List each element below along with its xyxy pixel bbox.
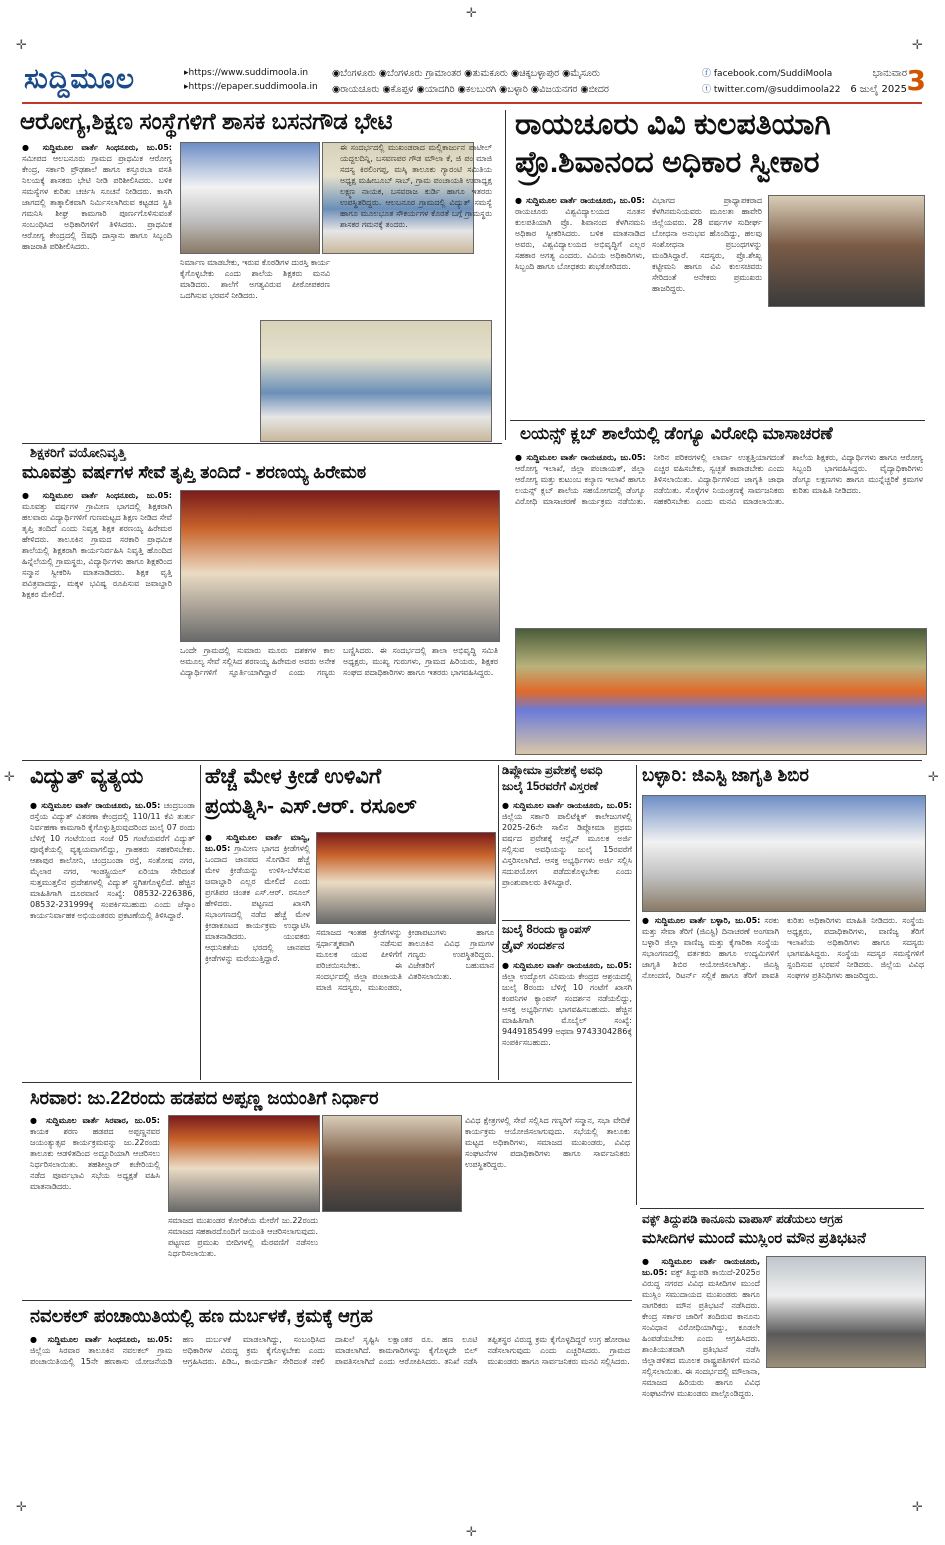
issue-date-text: 6 ಜುಲೈ 2025	[850, 84, 907, 95]
byline-a6: ● ಸುದ್ದಿಮೂಲ ವಾರ್ತೆ ಮಾನ್ವಿ, ಜು.05:	[205, 833, 310, 853]
byline-a2: ● ಸುದ್ದಿಮೂಲ ವಾರ್ತೆ ರಾಯಚೂರು, ಜು.05:	[515, 196, 645, 205]
article-a2-col1	[515, 195, 645, 425]
headline-a4[interactable]: ಮೂವತ್ತು ವರ್ಷಗಳ ಸೇವೆ ತೃಪ್ತಿ ತಂದಿದೆ - ಶರಣಯ್ಯ ಹಿರೇಮಠ	[22, 462, 367, 482]
globe-icon: ▸	[184, 82, 189, 92]
cities-row-1: ◉ಬೆಂಗಳೂರು ◉ಬೆಂಗಳೂರು ಗ್ರಾಮಾಂತರ ◉ತುಮಕೂರು ◉ಚಿಕ್ಕಬಳ್ಳಾಪುರ ◉ಮೈಸೂರು	[332, 68, 600, 79]
article-a10-col1	[30, 1115, 160, 1295]
article-a4-text1: ಮೂವತ್ತು ವರ್ಷಗಳ ಗ್ರಾಮೀಣ ಭಾಗದಲ್ಲಿ ಶಿಕ್ಷಕರಾಗಿ ಹಲವಾರು ವಿದ್ಯಾರ್ಥಿಗಳಿಗೆ ಗುಣಮಟ್ಟದ ಶಿಕ್ಷಣ ನೀಡಿದ ಸೇವೆ ತೃಪ್ತಿ ತಂದಿದೆ ಎಂದು ನಿವೃತ್ತ ಶಿಕ್ಷಕ ಶರಣಯ್ಯ ಹಿರೇಮಠ ಹೇಳಿದರು. ತಾಲೂಕಿನ ಗ್ರಾಮದ ಸರಕಾರಿ ಪ್ರಾಥಮಿಕ ಶಾಲೆಯಲ್ಲಿ ಶಿಕ್ಷಕರಾಗಿ ಕಾರ್ಯನಿರ್ವಹಿಸಿ ನಿವೃತ್ತಿ ಹೊಂದಿದ ಹಿನ್ನೆಲೆಯಲ್ಲಿ ಗ್ರಾಮಸ್ಥರು, ವಿದ್ಯಾರ್ಥಿಗಳು ಹಾಗೂ ಶಿಕ್ಷಕರಿಂದ ಸನ್ಮಾನ ಸ್ವೀಕರಿಸಿ ಮಾತನಾಡಿದರು. ಶಿಕ್ಷಕ ವೃತ್ತಿ ಪವಿತ್ರವಾದದ್ದು, ಮಕ್ಕಳ ಭವಿಷ್ಯ ರೂಪಿಸುವ ಜವಾಬ್ದಾರಿ ಶಿಕ್ಷಕರ ಮೇಲಿದೆ.	[22, 502, 172, 599]
issue-date	[832, 66, 907, 98]
registration-mark-top-left: ✛	[16, 38, 27, 53]
headline-a9[interactable]: ಬಳ್ಳಾರಿ: ಜಿಎಸ್ಟಿ ಜಾಗೃತಿ ಶಿಬಿರ	[642, 765, 809, 785]
issue-day: ಭಾನುವಾರ	[872, 68, 907, 79]
article-a4-col2	[180, 645, 498, 755]
article-a2-text2: ವಿಭಾಗದ ಪ್ರಾಧ್ಯಾಪಕರಾದ ಕೆಳಗಿನಮನಿಯವರು ಮೂಲತಃ ಹಾವೇರಿ ಜಿಲ್ಲೆಯವರು. 28 ವರ್ಷಗಳ ಸುದೀರ್ಘ ಬೋಧನಾ ಅನುಭವ ಹೊಂದಿದ್ದು, ಹಲವು ಸಂಶೋಧನಾ ಪ್ರಬಂಧಗಳನ್ನು ಮಂಡಿಸಿದ್ದಾರೆ. ಸದಸ್ಯರು, ಪ್ರೊ.ಶೇಖ್ಬ ಕಟ್ಟೀಮನಿ ಹಾಗೂ ವಿವಿ ಕುಲಸಚಿವರು ಸೇರಿದಂತೆ ಅನೇಕರು ಪ್ರಮುಖರು ಹಾಜರಿದ್ದರು.	[652, 196, 762, 293]
facebook-link[interactable]: ⓕ facebook.com/SuddiMoola	[702, 69, 833, 79]
photo-official	[322, 1115, 462, 1212]
headline-a10[interactable]: ಸಿರವಾರ: ಜು.22ರಂದು ಹಡಪದ ಅಪ್ಪಣ್ಣ ಜಯಂತಿಗೆ ನಿರ್ಧಾರ	[30, 1088, 379, 1108]
photo-sports-event	[316, 832, 496, 924]
section-divider-3	[22, 760, 922, 761]
byline-a4: ● ಸುದ್ದಿಮೂಲ ವಾರ್ತೆ ಸಿಂಧನೂರು, ಜು.05:	[22, 491, 172, 500]
globe-icon: ▸	[184, 68, 189, 78]
article-a2-text1: ರಾಯಚೂರು ವಿಶ್ವವಿದ್ಯಾಲಯದ ನೂತನ ಕುಲಪತಿಯಾಗಿ ಪ್ರೊ. ಶಿವಾನಂದ ಕೆಳಗಿನಮನಿ ಅಧಿಕಾರ ಸ್ವೀಕರಿಸಿದರು. ಬಳಿಕ ಮಾತನಾಡಿದ ಅವರು, ವಿಶ್ವವಿದ್ಯಾಲಯದ ಅಭಿವೃದ್ಧಿಗೆ ಎಲ್ಲರ ಸಹಕಾರ ಅಗತ್ಯ ಎಂದರು. ವಿವಿಯ ಅಧಿಕಾರಿಗಳು, ಸಿಬ್ಬಂದಿ ಹಾಗೂ ಬೋಧಕರು ಶುಭಕೋರಿದರು.	[515, 207, 645, 271]
headline-a2-line2[interactable]: ಪ್ರೊ.ಶಿವಾನಂದ ಅಧಿಕಾರ ಸ್ವೀಕಾರ	[515, 146, 820, 179]
registration-mark-bottom-center: ✛	[466, 1525, 477, 1540]
page-number: 3	[906, 64, 926, 97]
article-a8-text: ಜಿಲ್ಲಾ ಉದ್ಯೋಗ ವಿನಿಮಯ ಕೇಂದ್ರದ ಆಶ್ರಯದಲ್ಲಿ ಜುಲೈ 8ರಂದು ಬೆಳಿಗ್ಗೆ 10 ಗಂಟೆಗೆ ಖಾಸಗಿ ಕಂಪನಿಗಳ ಕ್ಯಾಂಪಸ್ ಸಂದರ್ಶನ ನಡೆಯಲಿದ್ದು, ಆಸಕ್ತ ಅಭ್ಯರ್ಥಿಗಳು ಭಾಗವಹಿಸಬಹುದು. ಹೆಚ್ಚಿನ ಮಾಹಿತಿಗಾಗಿ ಮೊಬೈಲ್ ಸಂಖ್ಯೆ: 9449185499 ಅಥವಾ 9743304286ಕ್ಕೆ ಸಂಪರ್ಕಿಸಬಹುದು.	[502, 972, 632, 1047]
byline-a12: ● ಸುದ್ದಿಮೂಲ ವಾರ್ತೆ ಸಿಂಧನೂರು, ಜು.05:	[30, 1335, 173, 1344]
section-divider-2	[22, 443, 502, 444]
article-a1-text3: ನಿರ್ಮಾಣ ಮಾಡಬೇಕು, ಇರುವ ಕೊಠಡಿಗಳ ದುರಸ್ತಿ ಕಾರ್ಯ ಕೈಗೊಳ್ಳಬೇಕು ಎಂದು ಶಾಲೆಯ ಶಿಕ್ಷಕರು ಮನವಿ ಮಾಡಿದರು. ಶಾಲೆಗೆ ಅಗತ್ಯವಿರುವ ಪೀಠೋಪಕರಣ ಒದಗಿಸುವ ಭರವಸೆ ನೀಡಿದರು.	[180, 258, 330, 300]
article-a8	[502, 960, 632, 1078]
headline-a2-line1[interactable]: ರಾಯಚೂರು ವಿವಿ ಕುಲಪತಿಯಾಗಿ	[515, 108, 831, 141]
article-a6-col1	[205, 832, 310, 1077]
byline-a1: ● ಸುದ್ದಿಮೂಲ ವಾರ್ತೆ ಸಿಂಧನೂರು, ಜು.05:	[22, 143, 172, 152]
headline-a1[interactable]: ಆರೋಗ್ಯ,ಶಿಕ್ಷಣ ಸಂಸ್ಥೆಗಳಿಗೆ ಶಾಸಕ ಬಸನಗೌಡ ಭೇಟಿ	[20, 108, 393, 134]
byline-a7: ● ಸುದ್ದಿಮೂಲ ವಾರ್ತೆ ರಾಯಚೂರು, ಜು.05:	[502, 801, 632, 810]
registration-mark-mid-right: ✛	[928, 770, 939, 785]
column-divider-2	[200, 765, 201, 1080]
article-a3-text: ಆರೋಗ್ಯ ಇಲಾಖೆ, ಜಿಲ್ಲಾ ಪಂಚಾಯತ್, ಜಿಲ್ಲಾ ಆರೋಗ್ಯ ಮತ್ತು ಕುಟುಂಬ ಕಲ್ಯಾಣ ಇಲಾಖೆ ಹಾಗೂ ಲಯನ್ಸ್ ಕ್ಲಬ್ ಶಾಲೆಯ ಸಹಯೋಗದಲ್ಲಿ ಡೆಂಗ್ಯೂ ವಿರೋಧಿ ಮಾಸಾಚರಣೆ ಕಾರ್ಯಕ್ರಮ ನಡೆಯಿತು. ನೀರಿನ ಪರಿಕರಗಳಲ್ಲಿ ಲಾರ್ವಾ ಉತ್ಪತ್ತಿಯಾಗದಂತೆ ಎಚ್ಚರ ವಹಿಸಬೇಕು, ಸ್ವಚ್ಛತೆ ಕಾಪಾಡಬೇಕು ಎಂದು ತಿಳಿಸಲಾಯಿತು. ವಿದ್ಯಾರ್ಥಿಗಳಿಂದ ಜಾಗೃತಿ ಜಾಥಾ ನಡೆಯಿತು. ಸೊಳ್ಳೆಗಳ ನಿಯಂತ್ರಣಕ್ಕೆ ಸಾರ್ವಜನಿಕರು ಸಹಕರಿಸಬೇಕು ಎಂದು ಮನವಿ ಮಾಡಲಾಯಿತು. ಶಾಲೆಯ ಶಿಕ್ಷಕರು, ವಿದ್ಯಾರ್ಥಿಗಳು ಹಾಗೂ ಆರೋಗ್ಯ ಸಿಬ್ಬಂದಿ ಭಾಗವಹಿಸಿದ್ದರು. ವೈದ್ಯಾಧಿಕಾರಿಗಳು ಡೆಂಗ್ಯೂ ಲಕ್ಷಣಗಳು ಹಾಗೂ ಮುನ್ನೆಚ್ಚರಿಕೆ ಕ್ರಮಗಳ ಕುರಿತು ಮಾಹಿತಿ ನೀಡಿದರು.	[515, 453, 923, 506]
headline-a7-line2[interactable]: ಜುಲೈ 15ರವರೆಗೆ ವಿಸ್ತರಣೆ	[502, 781, 599, 793]
article-a1-text1: ಸಮೀಪದ ಆಲಬನೂರು ಗ್ರಾಮದ ಪ್ರಾಥಮಿಕ ಆರೋಗ್ಯ ಕೇಂದ್ರ, ಸರ್ಕಾರಿ ಪ್ರೌಢಶಾಲೆ ಹಾಗೂ ಕಸ್ತೂರಬಾ ವಸತಿ ನಿಲಯಕ್ಕೆ ಶಾಸಕರು ಭೇಟಿ ನೀಡಿ ಪರಿಶೀಲಿಸಿದರು. ಬಳಿಕ ಸಮಸ್ಯೆಗಳ ಕುರಿತು ಚರ್ಚಿಸಿ ಸೂಚನೆ ನೀಡಿದರು. ಕಾಸಗಿ ಜಾಗದಲ್ಲಿ ತಾತ್ಕಾಲಿಕವಾಗಿ ನಿರ್ಮಿಸಲಾಗಿರುವ ಕಟ್ಟಡದ ಸ್ಥಿತಿ ಗಮನಿಸಿ ಶೀಘ್ರ ಕಾಮಗಾರಿ ಪೂರ್ಣಗೊಳಿಸುವಂತೆ ಸಂಬಂಧಿಸಿದ ಅಧಿಕಾರಿಗಳಿಗೆ ತಿಳಿಸಿದರು. ಪ್ರಾಥಮಿಕ ಆರೋಗ್ಯ ಕೇಂದ್ರದಲ್ಲಿ ಔಷಧಿ ದಾಸ್ತಾನು ಹಾಗೂ ಸಿಬ್ಬಂದಿ ಹಾಜರಾತಿ ಪರಿಶೀಲಿಸಿದರು.	[22, 154, 172, 251]
section-divider-5	[22, 1082, 632, 1083]
byline-a9: ● ಸುದ್ದಿಮೂಲ ವಾರ್ತೆ ಬಳ್ಳಾರಿ, ಜು.05:	[642, 916, 761, 925]
photo-gst-awareness-camp	[642, 795, 926, 912]
headline-a12[interactable]: ನವಲಕಲ್ ಪಂಚಾಯಿತಿಯಲ್ಲಿ ಹಣ ದುರ್ಬಳಕೆ, ಕ್ರಮಕ್ಕೆ ಆಗ್ರಹ	[30, 1306, 373, 1326]
article-a6-col2	[316, 927, 494, 1077]
section-divider-6	[22, 1300, 632, 1301]
column-divider-4	[636, 765, 637, 1205]
article-a4-text2: ಒಂದೇ ಗ್ರಾಮದಲ್ಲಿ ಸುಮಾರು ಮೂರು ದಶಕಗಳ ಕಾಲ ಅಮೂಲ್ಯ ಸೇವೆ ಸಲ್ಲಿಸಿದ ಶರಣಯ್ಯ ಹಿರೇಮಠ ಅವರು ಅನೇಕ ವಿದ್ಯಾರ್ಥಿಗಳಿಗೆ ಸ್ಫೂರ್ತಿಯಾಗಿದ್ದಾರೆ ಎಂದು ಗಣ್ಯರು ಬಣ್ಣಿಸಿದರು. ಈ ಸಂದರ್ಭದಲ್ಲಿ ಶಾಲಾ ಅಭಿವೃದ್ಧಿ ಸಮಿತಿ ಅಧ್ಯಕ್ಷರು, ಮುಖ್ಯ ಗುರುಗಳು, ಗ್ರಾಮದ ಹಿರಿಯರು, ಶಿಕ್ಷಕರ ಸಂಘದ ಪದಾಧಿಕಾರಿಗಳು ಹಾಗೂ ಇತರರು ಭಾಗವಹಿಸಿದ್ದರು.	[180, 646, 498, 677]
section-divider-1	[510, 420, 925, 421]
headline-a6-line2[interactable]: ಪ್ರಯತ್ನಿಸಿ- ಎಸ್.ಆರ್. ರಸೂಲ್	[205, 795, 417, 818]
photo-dengue-awareness-rally	[515, 628, 927, 755]
newspaper-logo[interactable]: ಸುದ್ದಿಮೂಲ	[24, 62, 136, 95]
headline-a5[interactable]: ವಿದ್ಯುತ್ ವ್ಯತ್ಯಯ	[30, 765, 144, 788]
twitter-icon: ⓣ	[702, 85, 712, 95]
byline-a5: ● ಸುದ್ದಿಮೂಲ ವಾರ್ತೆ ರಾಯಚೂರು, ಜು.05:	[30, 801, 161, 810]
epaper-link[interactable]: ▸https://epaper.suddimoola.in	[184, 82, 318, 92]
article-a7	[502, 800, 632, 915]
section-divider-4	[502, 920, 630, 921]
byline-a8: ● ಸುದ್ದಿಮೂಲ ವಾರ್ತೆ ರಾಯಚೂರು, ಜು.05:	[502, 961, 632, 970]
article-a9	[642, 915, 924, 1205]
registration-mark-top-right: ✛	[912, 38, 923, 53]
photo-jayanti-meeting	[168, 1115, 320, 1212]
article-a6-text2: ಸಮಾಜದ ಇಂತಹ ಕ್ರೀಡೆಗಳನ್ನು ಸ್ಪರ್ಧಾತ್ಮಕವಾಗಿ ನಡೆಸುವ ಮೂಲಕ ಯುವ ಪೀಳಿಗೆಗೆ ಪರಿಚಯಿಸಬೇಕು. ಈ ಸಂದರ್ಭದಲ್ಲಿ ಜಿಲ್ಲಾ ಪಂಚಾಯತಿ ಮಾಜಿ ಸದಸ್ಯರು, ಮುಖಂಡರು, ಕ್ರೀಡಾಪಟುಗಳು ಹಾಗೂ ತಾಲೂಕಿನ ವಿವಿಧ ಗ್ರಾಮಗಳ ಗಣ್ಯರು ಉಪಸ್ಥಿತರಿದ್ದರು. ವಿಜೇತರಿಗೆ ಬಹುಮಾನ ವಿತರಿಸಲಾಯಿತು.	[316, 928, 494, 992]
article-a7-text: ಜಿಲ್ಲೆಯ ಸರ್ಕಾರಿ ಪಾಲಿಟೆಕ್ನಿಕ್ ಕಾಲೇಜುಗಳಲ್ಲಿ 2025-26ನೇ ಸಾಲಿನ ಡಿಪ್ಲೋಮಾ ಪ್ರಥಮ ವರ್ಷದ ಪ್ರವೇಶಕ್ಕೆ ಆನ್ಲೈನ್ ಮೂಲಕ ಅರ್ಜಿ ಸಲ್ಲಿಸುವ ಅವಧಿಯನ್ನು ಜುಲೈ 15ರವರೆಗೆ ವಿಸ್ತರಿಸಲಾಗಿದೆ. ಆಸಕ್ತ ಅಭ್ಯರ್ಥಿಗಳು ಅರ್ಜಿ ಸಲ್ಲಿಸಿ ಸದುಪಯೋಗ ಪಡೆದುಕೊಳ್ಳಬೇಕು ಎಂದು ಪ್ರಾಂಶುಪಾಲರು ತಿಳಿಸಿದ್ದಾರೆ.	[502, 812, 632, 887]
article-a4-col1	[22, 490, 172, 755]
photo-vice-chancellor-felicitation	[768, 195, 925, 307]
registration-mark-bottom-right: ✛	[912, 1500, 923, 1515]
kicker-a4: ಶಿಕ್ಷಕರಿಗೆ ವಯೋನಿವೃತ್ತಿ	[30, 446, 126, 461]
headline-a3[interactable]: ಲಯನ್ಸ್ ಕ್ಲಬ್ ಶಾಲೆಯಲ್ಲಿ ಡೆಂಗ್ಯೂ ವಿರೋಧಿ ಮಾಸಾಚರಣೆ	[520, 424, 833, 443]
photo-silent-protest	[766, 1256, 926, 1368]
article-a9-text: ಸರಕು ಮತ್ತು ಸೇವಾ ತೆರಿಗೆ (ಜಿಎಸ್ಟಿ) ದಿನಾಚರಣೆ ಅಂಗವಾಗಿ ಬಳ್ಳಾರಿ ಜಿಲ್ಲಾ ವಾಣಿಜ್ಯ ಮತ್ತು ಕೈಗಾರಿಕಾ ಸಂಸ್ಥೆಯ ಸಭಾಂಗಣದಲ್ಲಿ ವರ್ತಕರು ಹಾಗೂ ಉದ್ಯಮಿಗಳಿಗೆ ಜಾಗೃತಿ ಶಿಬಿರ ಆಯೋಜಿಸಲಾಗಿತ್ತು. ಜಿಎಸ್ಟಿ ನೋಂದಣಿ, ರಿಟರ್ನ್ ಸಲ್ಲಿಕೆ ಹಾಗೂ ತೆರಿಗೆ ಪಾವತಿ ಕುರಿತು ಅಧಿಕಾರಿಗಳು ಮಾಹಿತಿ ನೀಡಿದರು. ಸಂಸ್ಥೆಯ ಅಧ್ಯಕ್ಷರು, ಪದಾಧಿಕಾರಿಗಳು, ವಾಣಿಜ್ಯ ತೆರಿಗೆ ಇಲಾಖೆಯ ಅಧಿಕಾರಿಗಳು ಹಾಗೂ ಸದಸ್ಯರು ಭಾಗವಹಿಸಿದ್ದರು. ಸಂಸ್ಥೆಯ ಸದಸ್ಯರ ಸಮಸ್ಯೆಗಳಿಗೆ ಸ್ಪಂದಿಸುವ ಭರವಸೆ ನೀಡಿದರು. ಜಿಲ್ಲೆಯ ವಿವಿಧ ಸಂಘಗಳ ಪ್ರತಿನಿಧಿಗಳು ಹಾಜರಿದ್ದರು.	[642, 916, 924, 980]
article-a10-text3: ವಿವಿಧ ಕ್ಷೇತ್ರಗಳಲ್ಲಿ ಸೇವೆ ಸಲ್ಲಿಸಿದ ಗಣ್ಯರಿಗೆ ಸನ್ಮಾನ, ಸಭಾ ವೇದಿಕೆ ಕಾರ್ಯಕ್ರಮ ಆಯೋಜಿಸಲಾಗುವುದು. ಸಭೆಯಲ್ಲಿ ತಾಲೂಕು ಮಟ್ಟದ ಅಧಿಕಾರಿಗಳು, ಸಮಾಜದ ಮುಖಂಡರು, ವಿವಿಧ ಸಂಘಟನೆಗಳ ಪದಾಧಿಕಾರಿಗಳು ಹಾಗೂ ಸಾರ್ವಜನಿಕರು ಉಪಸ್ಥಿತರಿದ್ದರು.	[465, 1116, 630, 1169]
headline-a8-line1[interactable]: ಜುಲೈ 8ರಂದು ಕ್ಯಾಂಪಸ್	[502, 924, 592, 936]
headline-a6-line1[interactable]: ಹೆಚ್ಚೆ ಮೇಳ ಕ್ರೀಡೆ ಉಳಿವಿಗೆ	[205, 765, 382, 788]
article-a11-text: ವಕ್ಫ್ ತಿದ್ದುಪಡಿ ಕಾಯಿದೆ-2025ರ ವಿರುದ್ಧ ನಗರದ ವಿವಿಧ ಮಸೀದಿಗಳ ಮುಂದೆ ಮುಸ್ಲಿಂ ಸಮುದಾಯದ ಮುಖಂಡರು ಹಾಗೂ ನಾಗರಿಕರು ಮೌನ ಪ್ರತಿಭಟನೆ ನಡೆಸಿದರು. ಕೇಂದ್ರ ಸರ್ಕಾರ ಜಾರಿಗೆ ತಂದಿರುವ ಕಾನೂನು ಸಂವಿಧಾನ ವಿರೋಧಿಯಾಗಿದ್ದು, ಕೂಡಲೇ ಹಿಂಪಡೆಯಬೇಕು ಎಂದು ಆಗ್ರಹಿಸಿದರು. ಶಾಂತಿಯುತವಾಗಿ ಪ್ರತಿಭಟನೆ ನಡೆಸಿ ಜಿಲ್ಲಾಡಳಿತದ ಮೂಲಕ ರಾಷ್ಟ್ರಪತಿಗಳಿಗೆ ಮನವಿ ಸಲ್ಲಿಸಲಾಯಿತು. ಈ ಸಂದರ್ಭದಲ್ಲಿ ಮೌಲಾನಾ, ಸಮಾಜದ ಹಿರಿಯರು ಹಾಗೂ ವಿವಿಧ ಸಂಘಟನೆಗಳ ಮುಖಂಡರು ಪಾಲ್ಗೊಂಡಿದ್ದರು.	[642, 1268, 760, 1398]
twitter-link[interactable]: ⓣ twitter.com/@suddimoola22	[702, 85, 841, 95]
headline-a11-line1[interactable]: ವಕ್ಫ್ ತಿದ್ದುಪಡಿ ಕಾನೂನು ವಾಪಾಸ್ ಪಡೆಯಲು ಆಗ್ರಹ	[642, 1212, 843, 1226]
website-link[interactable]: ▸https://www.suddimoola.in	[184, 68, 309, 78]
article-a5	[30, 800, 195, 1078]
article-a1-text2: ಈ ಸಂದರ್ಭದಲ್ಲಿ ಮುಖಂಡರಾದ ಮಲ್ಲಿಕಾರ್ಜುನ ಪಾಟೀಲ್ ಯದ್ದಲದಿನ್ನಿ, ಬಸವಣಪರ ಗೌಡ ಮೌಲಾ ಕೆ, ಜಿ ಪಂ ಮಾಜಿ ಸದಸ್ಯ ಕಿರಲಿಂಗಪ್ಪ, ಮಸ್ಕಿ ತಾಲೂಕು ಗ್ಯಾರಂಟಿ ಸಮಿತಿಯ ಅಧ್ಯಕ್ಷ ಮಹೀಬೂಬ್ ಸಾಬ್, ಗ್ರಾಮ ಪಂಚಾಯತಿ ಉಪಾಧ್ಯಕ್ಷ ಲಕ್ಷ್ಮಣ ನಾಯಕ, ಬಸವರಾಜ ಕುರ್ಡಿ ಹಾಗೂ ಇತರರು ಉಪಸ್ಥಿತರಿದ್ದರು. ಆಲಬನೂರ ಗ್ರಾಮದಲ್ಲಿ ವಿದ್ಯುತ್ ಸಮಸ್ಯೆ ಹಾಗೂ ಮೂಲಭೂತ ಸೌಕರ್ಯಗಳ ಕೊರತೆ ಬಗ್ಗೆ ಗ್ರಾಮಸ್ಥರು ಶಾಸಕರ ಗಮನಕ್ಕೆ ತಂದರು.	[340, 143, 492, 229]
headline-a7-line1[interactable]: ಡಿಪ್ಲೋಮಾ ಪ್ರವೇಶಕ್ಕೆ ಅವಧಿ	[502, 765, 603, 777]
byline-a11: ● ಸುದ್ದಿಮೂಲ ವಾರ್ತೆ ರಾಯಚೂರು, ಜು.05:	[642, 1257, 760, 1277]
headline-a11-line2[interactable]: ಮಸೀದಿಗಳ ಮುಂದೆ ಮುಸ್ಲಿಂರ ಮೌನ ಪ್ರತಿಭಟನೆ	[642, 1230, 866, 1247]
byline-a10: ● ಸುದ್ದಿಮೂಲ ವಾರ್ತೆ ಸಿರವಾರ, ಜು.05:	[30, 1116, 160, 1125]
masthead-links	[184, 66, 318, 94]
column-divider-3	[498, 765, 499, 1080]
article-a6-text1: ಗ್ರಾಮೀಣ ಭಾಗದ ಕ್ರೀಡೆಗಳಲ್ಲಿ ಒಂದಾದ ಜಾನಪದ ಸೊಗಡಿನ ಹೆಚ್ಚೆ ಮೇಳ ಕ್ರೀಡೆಯನ್ನು ಉಳಿಸಿ-ಬೆಳೆಸುವ ಜವಾಬ್ದಾರಿ ಎಲ್ಲರ ಮೇಲಿದೆ ಎಂದು ಪ್ರಗತಿಪರ ಚಿಂತಕ ಎಸ್.ಆರ್. ರಸೂಲ್ ಹೇಳಿದರು. ಪಟ್ಟಣದ ಖಾಸಗಿ ಸಭಾಂಗಣದಲ್ಲಿ ನಡೆದ ಹೆಚ್ಚೆ ಮೇಳ ಕ್ರೀಡಾಕೂಟದ ಕಾರ್ಯಕ್ರಮ ಉದ್ಘಾಟಿಸಿ ಮಾತನಾಡಿದರು. ಯುವಕರು ಆಧುನಿಕತೆಯ ಭರದಲ್ಲಿ ಜಾನಪದ ಕ್ರೀಡೆಗಳನ್ನು ಮರೆಯುತ್ತಿದ್ದಾರೆ.	[205, 844, 310, 963]
photo-students-classroom	[260, 320, 492, 442]
social-links	[702, 66, 840, 98]
article-a10-col2	[168, 1215, 318, 1295]
section-divider-7	[640, 1208, 924, 1209]
facebook-icon: ⓕ	[702, 69, 712, 79]
article-a11-col1	[642, 1256, 760, 1494]
article-a10-text2: ಸಮಾಜದ ಮುಖಂಡರ ಕೋರಿಕೆಯ ಮೇರೆಗೆ ಜು.22ರಂದು ಸಮಾಜದ ಸಹಕಾರದೊಂದಿಗೆ ಜಯಂತಿ ಆಚರಿಸಲಾಗುವುದು. ಪಟ್ಟಣದ ಪ್ರಮುಖ ಬೀದಿಗಳಲ್ಲಿ ಮೆರವಣಿಗೆ ನಡೆಸಲು ನಿರ್ಧರಿಸಲಾಯಿತು.	[168, 1216, 318, 1258]
registration-mark-mid-left: ✛	[4, 770, 15, 785]
article-a1-col3	[340, 142, 492, 314]
edition-cities	[332, 66, 702, 98]
column-divider-1	[505, 110, 506, 440]
article-a1-col1	[22, 142, 172, 437]
article-a10-col3	[465, 1115, 630, 1295]
registration-mark-bottom-left: ✛	[16, 1500, 27, 1515]
article-a12	[30, 1334, 630, 1494]
registration-mark-top-center: ✛	[466, 6, 477, 21]
byline-a3: ● ಸುದ್ದಿಮೂಲ ವಾರ್ತೆ ರಾಯಚೂರು, ಜು.05:	[515, 453, 646, 462]
article-a5-text: ಚಂದ್ರಬಂಡಾ ರಸ್ತೆಯ ವಿದ್ಯುತ್ ವಿತರಣಾ ಕೇಂದ್ರದಲ್ಲಿ 110/11 ಕೆವಿ ತುರ್ತು ನಿರ್ವಹಣಾ ಕಾಮಗಾರಿ ಕೈಗೊಳ್ಳುತ್ತಿರುವುದರಿಂದ ಜುಲೈ 07 ರಂದು ಬೆಳಿಗ್ಗೆ 10 ಗಂಟೆಯಿಂದ ಸಂಜೆ 05 ಗಂಟೆಯವರೆಗೆ ವಿದ್ಯುತ್ ಪೂರೈಕೆಯಲ್ಲಿ ವ್ಯತ್ಯಯವಾಗಲಿದ್ದು, ಗ್ರಾಹಕರು ಸಹಕರಿಸಬೇಕು. ಆಶಾಪುರ ಕಾಲೋನಿ, ಚಂದ್ರಬಂಡಾ ರಸ್ತೆ, ಸಂತೋಷ ನಗರ, ಮೈಲಾರ ನಗರ, ಇಂಡಸ್ಟ್ರಿಯಲ್ ಏರಿಯಾ ಸೇರಿದಂತೆ ಸುತ್ತಮುತ್ತಲಿನ ಪ್ರದೇಶಗಳಲ್ಲಿ ವಿದ್ಯುತ್ ಸ್ಥಗಿತಗೊಳ್ಳಲಿದೆ. ಹೆಚ್ಚಿನ ಮಾಹಿತಿಗಾಗಿ ದೂರವಾಣಿ ಸಂಖ್ಯೆ: 08532-226386, 08532-231999ಕ್ಕೆ ಸಂಪರ್ಕಿಸಬಹುದು ಎಂದು ಜೆಸ್ಕಾಂ ಕಾರ್ಯನಿರ್ವಾಹಕ ಅಭಿಯಂತರರು ಪ್ರಕಟಣೆಯಲ್ಲಿ ತಿಳಿಸಿದ್ದಾರೆ.	[30, 801, 195, 920]
masthead	[22, 62, 926, 104]
article-a2-col2	[652, 195, 762, 425]
cities-row-2: ◉ರಾಯಚೂರು ◉ಕೊಪ್ಪಳ ◉ಯಾದಗಿರಿ ◉ಕಲಬುರಗಿ ◉ಬಳ್ಳಾರಿ ◉ವಿಜಯನಗರ ◉ಬೀದರ	[332, 84, 609, 95]
photo-teacher-retirement-felicitation	[180, 490, 500, 642]
photo-health-centre-visit	[180, 142, 320, 254]
article-a10-text1: ಕಾಯಕ ಶರಣ ಹಡಪದ ಅಪ್ಪಣ್ಣನವರ ಜಯಂತ್ಯುತ್ಸವ ಕಾರ್ಯಕ್ರಮವನ್ನು ಜು.22ರಂದು ತಾಲೂಕು ಆಡಳಿತದಿಂದ ಅದ್ದೂರಿಯಾಗಿ ಆಚರಿಸಲು ನಿರ್ಧರಿಸಲಾಯಿತು. ತಹಶೀಲ್ದಾರ್ ಕಚೇರಿಯಲ್ಲಿ ನಡೆದ ಪೂರ್ವಭಾವಿ ಸಭೆಯ ಅಧ್ಯಕ್ಷತೆ ವಹಿಸಿ ಮಾತನಾಡಿದರು.	[30, 1127, 160, 1191]
article-a12-text: ಜಿಲ್ಲೆಯ ಸಿರವಾರ ತಾಲೂಕಿನ ನವಲಕಲ್ ಗ್ರಾಮ ಪಂಚಾಯಿತಿಯಲ್ಲಿ 15ನೇ ಹಣಕಾಸು ಯೋಜನೆಯಡಿ ಹಣ ದುರ್ಬಳಕೆ ಮಾಡಲಾಗಿದ್ದು, ಸಂಬಂಧಿಸಿದ ಅಧಿಕಾರಿಗಳ ವಿರುದ್ಧ ಕ್ರಮ ಕೈಗೊಳ್ಳಬೇಕು ಎಂದು ಆಗ್ರಹಿಸಿದರು. ಪಿಡಿಒ, ಕಾರ್ಯದರ್ಶಿ ಸೇರಿದಂತೆ ನಕಲಿ ದಾಖಲೆ ಸೃಷ್ಟಿಸಿ ಲಕ್ಷಾಂತರ ರೂ. ಹಣ ಲೂಟಿ ಮಾಡಲಾಗಿದೆ. ಕಾಮಗಾರಿಗಳನ್ನು ಕೈಗೊಳ್ಳದೇ ಬಿಲ್ ಪಾವತಿಸಲಾಗಿದೆ ಎಂದು ಆರೋಪಿಸಿದರು. ತನಿಖೆ ನಡೆಸಿ ತಪ್ಪಿತಸ್ಥರ ವಿರುದ್ಧ ಕ್ರಮ ಕೈಗೊಳ್ಳದಿದ್ದರೆ ಉಗ್ರ ಹೋರಾಟ ನಡೆಸಲಾಗುವುದು ಎಂದು ಎಚ್ಚರಿಸಿದರು. ಗ್ರಾಮದ ಮುಖಂಡರು ಹಾಗೂ ಸಾರ್ವಜನಿಕರು ಮನವಿ ಸಲ್ಲಿಸಿದರು.	[30, 1335, 630, 1366]
article-a3	[515, 452, 923, 622]
headline-a8-line2[interactable]: ಡ್ರೈವ್ ಸಂದರ್ಶನ	[502, 940, 565, 952]
